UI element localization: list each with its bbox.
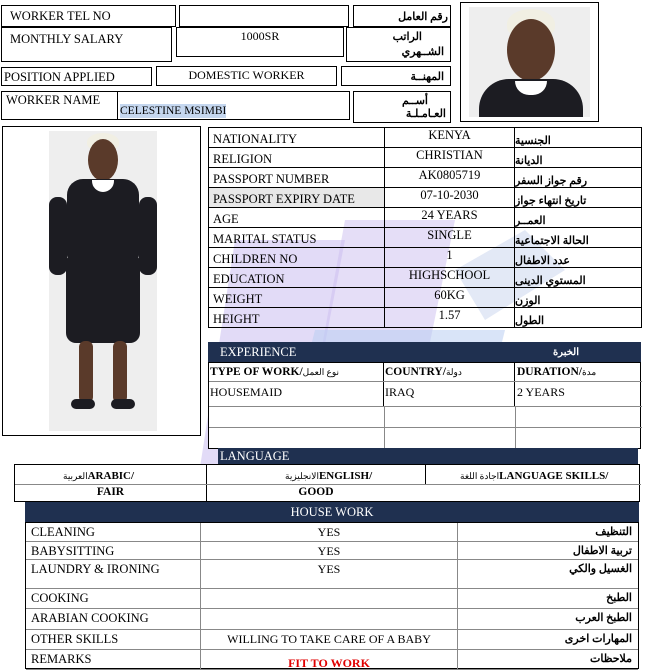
tel-label-ar-cell	[353, 5, 451, 27]
salary-label-ar-2: الشــهري	[401, 46, 444, 58]
detail-row	[209, 208, 642, 228]
detail-label-ar: الوزن	[515, 288, 642, 308]
details-table	[208, 127, 642, 328]
detail-value: CHRISTIAN	[385, 148, 515, 168]
detail-label: MARITAL STATUS	[209, 228, 385, 248]
detail-label-ar: الطول	[515, 308, 642, 328]
housework-label: LAUNDRY & IRONING	[31, 562, 160, 576]
language-english-label: الانجليزيةENGLISH/	[285, 470, 373, 482]
detail-value: 24 YEARS	[385, 208, 515, 228]
housework-label-ar: المهارات اخرى	[564, 633, 632, 645]
housework-label-ar: تربية الاطفال	[572, 545, 632, 557]
language-header	[218, 448, 638, 464]
tel-label-ar: رقم العامل	[398, 11, 448, 23]
housework-row	[26, 609, 638, 630]
salary-label-cell	[1, 27, 172, 62]
experience-row-duration: 2 YEARS	[517, 385, 565, 399]
housework-label: CLEANING	[31, 525, 95, 539]
housework-value: YES	[317, 562, 341, 576]
housework-label: REMARKS	[31, 652, 92, 666]
detail-label: EDUCATION	[209, 268, 385, 288]
housework-label-ar: الطبخ	[606, 592, 632, 604]
detail-row	[209, 248, 642, 268]
language-table	[14, 464, 640, 502]
tel-label-cell	[1, 5, 176, 27]
position-value-field	[156, 66, 337, 86]
detail-label: HEIGHT	[209, 308, 385, 328]
experience-row-type: HOUSEMAID	[210, 385, 282, 399]
housework-header	[25, 502, 639, 522]
experience-header	[208, 342, 641, 362]
language-arabic-value: FAIR	[96, 486, 125, 498]
detail-label: NATIONALITY	[209, 128, 385, 148]
detail-label-ar: الجنسية	[515, 128, 642, 148]
housework-row	[26, 630, 638, 650]
housework-label: ARABIAN COOKING	[31, 611, 149, 625]
experience-title-ar: الخبرة	[552, 347, 579, 358]
housework-label: BABYSITTING	[31, 544, 115, 558]
salary-value-field	[176, 27, 344, 57]
detail-row	[209, 228, 642, 248]
salary-value: 1000SR	[240, 29, 280, 43]
detail-label-ar: الحالة الاجتماعية	[515, 228, 642, 248]
detail-row	[209, 168, 642, 188]
detail-value: 1	[385, 248, 515, 268]
language-title: LANGUAGE	[220, 449, 290, 463]
detail-label-ar: تاريخ انتهاء جواز	[515, 188, 642, 208]
detail-label-ar: العمــر	[515, 208, 642, 228]
salary-label-ar-1: الراتب	[392, 31, 422, 43]
housework-row	[26, 542, 638, 560]
position-label-ar-cell	[341, 66, 451, 86]
name-label-cell	[1, 91, 118, 120]
housework-value: YES	[317, 544, 341, 558]
housework-value: YES	[317, 525, 341, 539]
name-label-ar-1: أســم	[401, 95, 428, 107]
name-value-field	[118, 91, 350, 120]
detail-value: HIGHSCHOOL	[385, 268, 515, 288]
position-value: DOMESTIC WORKER	[188, 68, 305, 82]
housework-row	[26, 589, 638, 609]
detail-value: AK0805719	[385, 168, 515, 188]
detail-row	[209, 268, 642, 288]
tel-label: WORKER TEL NO	[10, 9, 111, 23]
housework-value: FIT TO WORK	[288, 656, 370, 670]
name-label: WORKER NAME	[6, 93, 101, 107]
language-skills-label: اجادة اللغةLANGUAGE SKILLS/	[460, 470, 609, 482]
housework-row	[26, 650, 638, 670]
detail-row	[209, 188, 642, 208]
detail-label-ar: رقم جواز السفر	[515, 168, 642, 188]
housework-value: WILLING TO TAKE CARE OF A BABY	[227, 632, 431, 646]
language-english-value: GOOD	[298, 486, 334, 498]
detail-label: PASSPORT NUMBER	[209, 168, 385, 188]
housework-label-ar: الطبخ العرب	[575, 612, 632, 624]
full-body-photo	[2, 126, 201, 436]
detail-row	[209, 288, 642, 308]
position-label-ar: المهنــة	[410, 71, 444, 83]
detail-label: PASSPORT EXPIRY DATE	[209, 188, 385, 208]
experience-title: EXPERIENCE	[220, 345, 297, 359]
detail-label-ar: عدد الاطفال	[515, 248, 642, 268]
housework-row	[26, 560, 638, 589]
name-label-ar-cell	[353, 91, 451, 123]
experience-table	[208, 362, 641, 449]
detail-label-ar: الديانة	[515, 148, 642, 168]
housework-label: COOKING	[31, 591, 89, 605]
housework-label-ar: ملاحظات	[590, 653, 632, 665]
detail-value: 1.57	[385, 308, 515, 328]
detail-row	[209, 128, 642, 148]
housework-label-ar: الغسيل والكي	[569, 563, 632, 575]
detail-label: WEIGHT	[209, 288, 385, 308]
tel-value-field	[179, 5, 349, 27]
portrait-photo	[460, 2, 599, 122]
detail-label: RELIGION	[209, 148, 385, 168]
detail-label-ar: المستوي الدينى	[515, 268, 642, 288]
housework-title: HOUSE WORK	[290, 505, 374, 519]
col-type-of-work: TYPE OF WORK/نوع العمل	[210, 366, 340, 378]
name-label-ar-2: العـامـلـة	[405, 108, 446, 120]
detail-value: KENYA	[385, 128, 515, 148]
language-arabic-label: العربيةARABIC/	[63, 470, 135, 482]
salary-label: MONTHLY SALARY	[10, 32, 124, 46]
housework-row	[26, 523, 638, 542]
housework-table	[25, 522, 639, 669]
detail-row	[209, 308, 642, 328]
experience-row-country: IRAQ	[385, 385, 415, 399]
detail-label: CHILDREN NO	[209, 248, 385, 268]
detail-value: 07-10-2030	[385, 188, 515, 208]
salary-label-ar-cell	[346, 27, 451, 62]
detail-label: AGE	[209, 208, 385, 228]
housework-label-ar: التنظيف	[595, 526, 632, 538]
col-country: COUNTRY/دولة	[385, 366, 462, 378]
housework-label: OTHER SKILLS	[31, 632, 119, 646]
detail-value: 60KG	[385, 288, 515, 308]
position-label-cell	[1, 67, 152, 86]
detail-row	[209, 148, 642, 168]
name-value: CELESTINE MSIMBI	[120, 105, 227, 117]
col-duration: DURATION/مدة	[517, 366, 597, 378]
position-label: POSITION APPLIED	[4, 70, 115, 84]
detail-value: SINGLE	[385, 228, 515, 248]
